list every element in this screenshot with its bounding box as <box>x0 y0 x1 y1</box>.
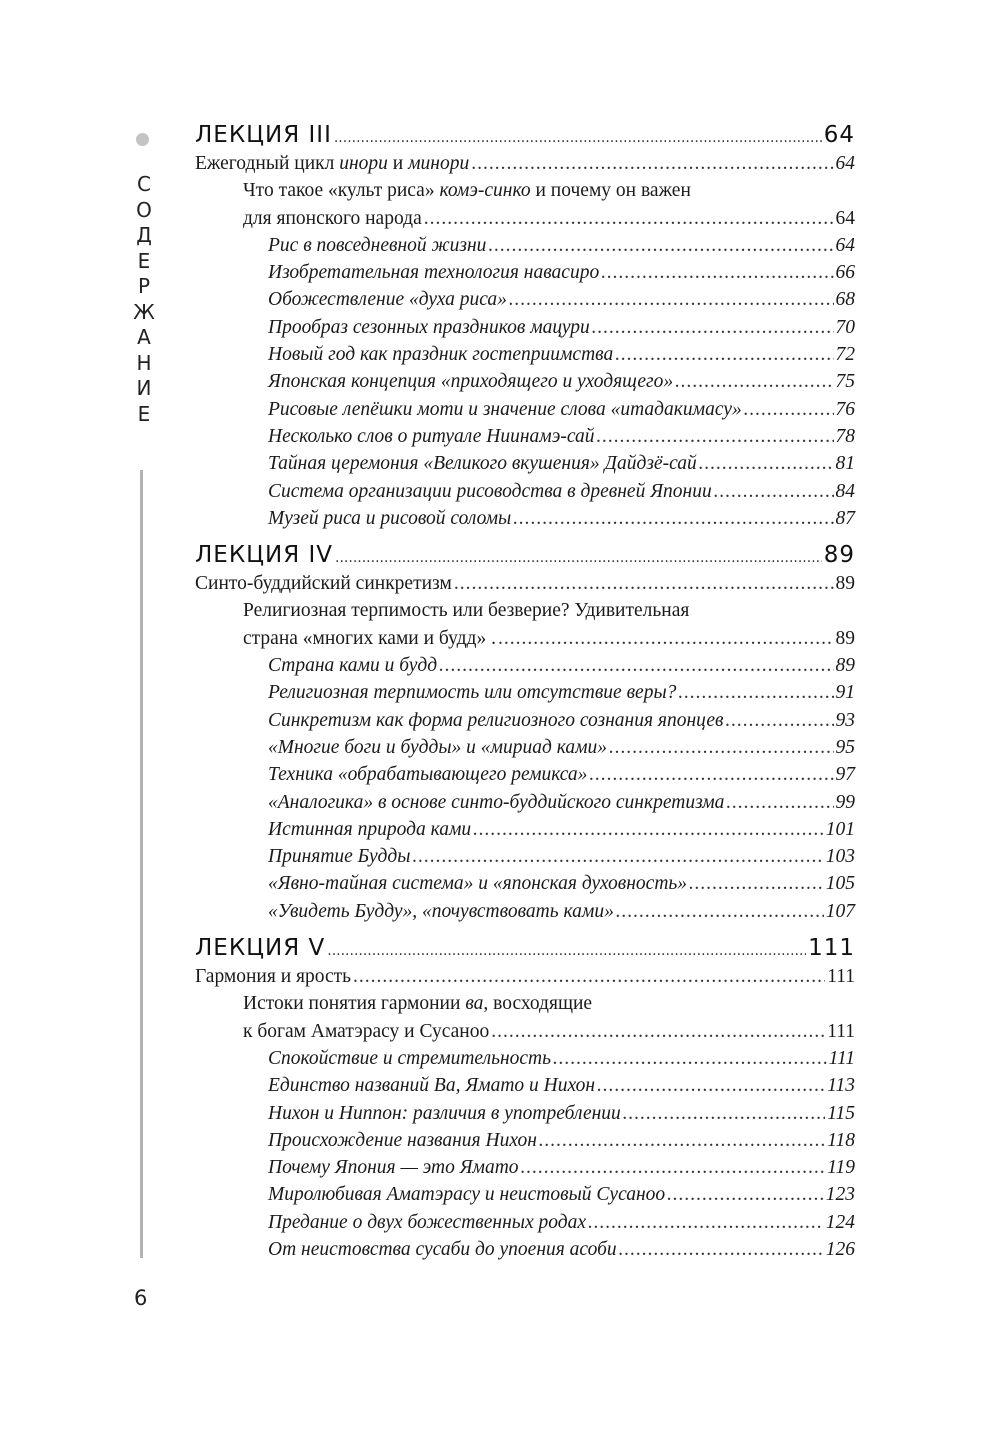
decorative-dot <box>136 133 149 146</box>
item-title: Прообраз сезонных праздников мацури <box>268 316 590 338</box>
section-title: к богам Аматэрасу и Сусаноо <box>243 1020 490 1042</box>
toc-item-entry[interactable] <box>195 1236 855 1263</box>
page-ref: 64 <box>835 234 855 256</box>
toc-item-entry[interactable] <box>195 259 855 286</box>
chapter-title: Гармония и ярость <box>195 966 352 988</box>
section-title-letter: Ж <box>133 299 155 324</box>
page-ref: 111 <box>828 1047 855 1069</box>
page-ref: 81 <box>835 453 855 475</box>
leader-dots <box>714 478 834 505</box>
item-title: Миролюбивая Аматэрасу и неистовый Сусаноо <box>268 1184 666 1206</box>
toc-chapter-entry[interactable] <box>195 570 855 597</box>
leader-dots <box>596 423 833 450</box>
toc-section-entry-line2[interactable] <box>195 1018 855 1045</box>
leader-dots <box>334 123 822 153</box>
leader-dots <box>725 707 833 734</box>
section-title-letter: Н <box>136 350 152 375</box>
page-ref: 64 <box>835 153 855 174</box>
lecture-title: ЛЕКЦИЯ V <box>195 935 326 962</box>
leader-dots <box>327 936 806 966</box>
page-ref: 89 <box>835 627 855 649</box>
toc-item-entry[interactable] <box>195 870 855 897</box>
page-ref: 64 <box>835 207 855 229</box>
leader-dots <box>689 870 824 897</box>
item-title: Изобретательная технология навасиро <box>268 262 600 284</box>
leader-dots <box>439 652 833 679</box>
section-title-letter: О <box>136 197 152 222</box>
leader-dots <box>597 1072 825 1099</box>
page-ref: 93 <box>835 709 855 731</box>
leader-dots <box>424 205 834 232</box>
leader-dots <box>454 570 834 597</box>
leader-dots <box>699 450 834 477</box>
section-title <box>243 177 691 204</box>
toc-item-entry[interactable] <box>195 1181 855 1208</box>
item-title: Предание о двух божественных родах <box>268 1211 586 1233</box>
table-of-contents <box>195 120 855 1263</box>
section-title-letter: Е <box>137 248 151 273</box>
page-ref: 124 <box>825 1211 855 1233</box>
toc-item-entry[interactable] <box>195 314 855 341</box>
toc-item-entry[interactable] <box>195 761 855 788</box>
leader-dots <box>616 898 824 925</box>
toc-section-entry-line2[interactable] <box>195 625 855 652</box>
lecture-title: ЛЕКЦИЯ III <box>195 122 332 148</box>
item-title: Единство названий Ва, Ямато и Нихон <box>268 1075 596 1097</box>
toc-item-entry[interactable] <box>195 478 855 505</box>
item-title: Рисовые лепёшки моти и значение слова «итадакимасу» <box>268 398 742 420</box>
chapter-title <box>195 150 469 177</box>
toc-item-entry[interactable] <box>195 450 855 477</box>
section-title: Религиозная терпимость или безверие? Удивительная <box>243 600 690 622</box>
toc-item-entry[interactable] <box>195 368 855 395</box>
item-title: Спокойствие и стремительность <box>268 1047 552 1069</box>
leader-dots <box>509 286 834 313</box>
leader-dots <box>744 396 834 423</box>
item-title: Тайная церемония «Великого вкушения» Дайдзё-сай <box>268 453 697 475</box>
section-title-letter: А <box>137 325 151 349</box>
page-ref: 113 <box>827 1075 855 1097</box>
item-title: Система организации рисоводства в древней Японии <box>268 480 712 502</box>
leader-dots <box>498 625 834 652</box>
section-title <box>243 990 592 1017</box>
leader-dots <box>675 368 833 395</box>
item-title: От неистовства сусаби до упоения асоби <box>268 1238 617 1260</box>
page-ref: 105 <box>825 873 855 895</box>
item-title: Обожествление «духа риса» <box>268 289 507 311</box>
toc-lecture-heading[interactable] <box>195 120 855 150</box>
page-ref: 70 <box>835 316 855 338</box>
section-title-letter: Е <box>137 401 151 426</box>
toc-item-entry[interactable] <box>195 1127 855 1154</box>
leader-dots <box>609 734 833 761</box>
page-ref: 111 <box>827 1020 855 1042</box>
section-title: страна «многих ками и будд» . <box>243 627 496 649</box>
chapter-title: Синто-буддийский синкретизм <box>195 573 452 595</box>
toc-item-entry[interactable] <box>195 707 855 734</box>
item-title: Страна ками и будд <box>268 655 438 677</box>
toc-section-entry-line2[interactable] <box>195 205 855 232</box>
toc-item-entry[interactable] <box>195 816 855 843</box>
leader-dots <box>667 1181 824 1208</box>
leader-dots <box>615 341 833 368</box>
leader-dots <box>726 789 833 816</box>
leader-dots <box>619 1236 824 1263</box>
leader-dots <box>539 1127 825 1154</box>
toc-lecture-heading[interactable] <box>195 540 855 570</box>
page-ref: 89 <box>835 573 855 595</box>
item-title: Новый год как праздник гостеприимства <box>268 344 614 366</box>
leader-dots <box>491 1018 825 1045</box>
leader-dots <box>588 1209 824 1236</box>
page-ref: 101 <box>825 818 855 840</box>
lecture-title: ЛЕКЦИЯ IV <box>195 542 334 569</box>
toc-item-entry[interactable] <box>195 396 855 423</box>
toc-lecture-heading[interactable] <box>195 933 855 963</box>
page-ref: 107 <box>825 900 855 922</box>
page-ref: 95 <box>835 736 855 758</box>
leader-dots <box>592 314 834 341</box>
toc-item-entry[interactable] <box>195 505 855 532</box>
item-title: Рис в повседневной жизни <box>268 234 487 256</box>
item-title: Музей риса и рисовой соломы <box>268 507 512 529</box>
item-title: Синкретизм как форма религиозного сознания японцев <box>268 709 724 731</box>
item-title: Японская концепция «приходящего и уходящего» <box>268 371 674 393</box>
leader-dots <box>471 150 833 177</box>
page-ref: 76 <box>835 398 855 420</box>
page-ref: 126 <box>825 1238 855 1260</box>
toc-item-entry[interactable] <box>195 1154 855 1181</box>
toc-item-entry[interactable] <box>195 423 855 450</box>
toc-item-entry[interactable] <box>195 734 855 761</box>
leader-dots <box>353 963 825 990</box>
item-title: Происхождение названия Нихон <box>268 1129 537 1151</box>
item-title: Истинная природа ками <box>268 818 472 840</box>
leader-dots <box>513 505 833 532</box>
item-title: Принятие Будды <box>268 846 411 868</box>
toc-item-entry[interactable] <box>195 679 855 706</box>
chapter-title-term: инори <box>339 153 388 174</box>
page-ref: 68 <box>835 289 855 311</box>
vertical-divider-line <box>140 470 143 1258</box>
page-number: 6 <box>134 1286 148 1310</box>
page-ref: 123 <box>825 1184 855 1206</box>
chapter-title-text: Ежегодный цикл <box>195 153 340 174</box>
vertical-section-title <box>132 172 156 427</box>
page-ref: 89 <box>835 655 855 677</box>
toc-item-entry[interactable] <box>195 898 855 925</box>
toc-item-entry[interactable] <box>195 1072 855 1099</box>
item-title: Несколько слов о ритуале Ниинамэ-сай <box>268 425 595 447</box>
chapter-title-text: и <box>387 153 409 174</box>
toc-item-entry[interactable] <box>195 652 855 679</box>
leader-dots <box>412 843 823 870</box>
section-title: для японского народа <box>243 207 422 229</box>
page-ref: 119 <box>827 1157 855 1179</box>
leader-dots <box>623 1100 825 1127</box>
item-title: «Многие боги и будды» и «мириад ками» <box>268 736 608 758</box>
leader-dots <box>335 543 822 573</box>
toc-section-entry-line1[interactable] <box>195 990 855 1017</box>
page-ref: 99 <box>835 791 855 813</box>
toc-chapter-entry[interactable] <box>195 150 855 177</box>
toc-section-entry-line1[interactable] <box>195 177 855 204</box>
leader-dots <box>488 232 833 259</box>
section-title-text: Истоки понятия гармонии <box>243 993 466 1015</box>
page-ref: 91 <box>835 682 855 704</box>
leader-dots <box>678 679 833 706</box>
toc-item-entry[interactable] <box>195 232 855 259</box>
toc-item-entry[interactable] <box>195 1045 855 1072</box>
section-title-text: и почему он важен <box>530 180 691 202</box>
toc-item-entry[interactable] <box>195 789 855 816</box>
item-title: «Увидеть Будду», «почувствовать ками» <box>268 900 614 922</box>
page-ref: 72 <box>835 344 855 366</box>
section-title-letter: С <box>137 172 151 196</box>
item-title: Техника «обрабатывающего ремикса» <box>268 764 588 786</box>
toc-item-entry[interactable] <box>195 1100 855 1127</box>
leader-dots <box>601 259 833 286</box>
section-title-letter: И <box>136 376 152 400</box>
leader-dots <box>521 1154 826 1181</box>
toc-item-entry[interactable] <box>195 286 855 313</box>
page-ref: 115 <box>827 1102 855 1124</box>
page-ref: 78 <box>835 425 855 447</box>
page-ref: 84 <box>835 480 855 502</box>
item-title: Религиозная терпимость или отсутствие веры? <box>268 682 677 704</box>
section-title-text: , восходящие <box>483 993 593 1015</box>
page-ref: 89 <box>823 542 855 569</box>
page-ref: 75 <box>835 371 855 393</box>
toc-item-entry[interactable] <box>195 341 855 368</box>
leader-dots <box>589 761 833 788</box>
page-ref: 87 <box>835 507 855 529</box>
leader-dots <box>553 1045 827 1072</box>
item-title: Почему Япония — это Ямато <box>268 1157 519 1179</box>
toc-chapter-entry[interactable] <box>195 963 855 990</box>
section-title-text: Что такое «культ риса» <box>243 180 440 202</box>
toc-item-entry[interactable] <box>195 1209 855 1236</box>
page-ref: 66 <box>835 262 855 284</box>
page-ref: 97 <box>835 764 855 786</box>
page-ref: 118 <box>827 1129 855 1151</box>
item-title: Нихон и Ниппон: различия в употреблении <box>268 1102 621 1124</box>
page-ref: 111 <box>827 966 855 988</box>
leader-dots <box>473 816 824 843</box>
toc-item-entry[interactable] <box>195 843 855 870</box>
item-title: «Аналогика» в основе синто-буддийского синкретизма <box>268 791 725 813</box>
item-title: «Явно-тайная система» и «японская духовность» <box>268 873 688 895</box>
section-title-letter: Д <box>136 223 152 247</box>
section-title-term: ва <box>465 993 484 1015</box>
page-ref: 111 <box>808 935 855 962</box>
page-ref: 64 <box>823 122 855 148</box>
page-ref: 103 <box>825 846 855 868</box>
toc-section-entry-line1[interactable] <box>195 597 855 624</box>
section-title-letter: Р <box>137 274 151 298</box>
chapter-title-term: минори <box>408 153 470 174</box>
section-title-term: комэ-синко <box>439 180 531 202</box>
